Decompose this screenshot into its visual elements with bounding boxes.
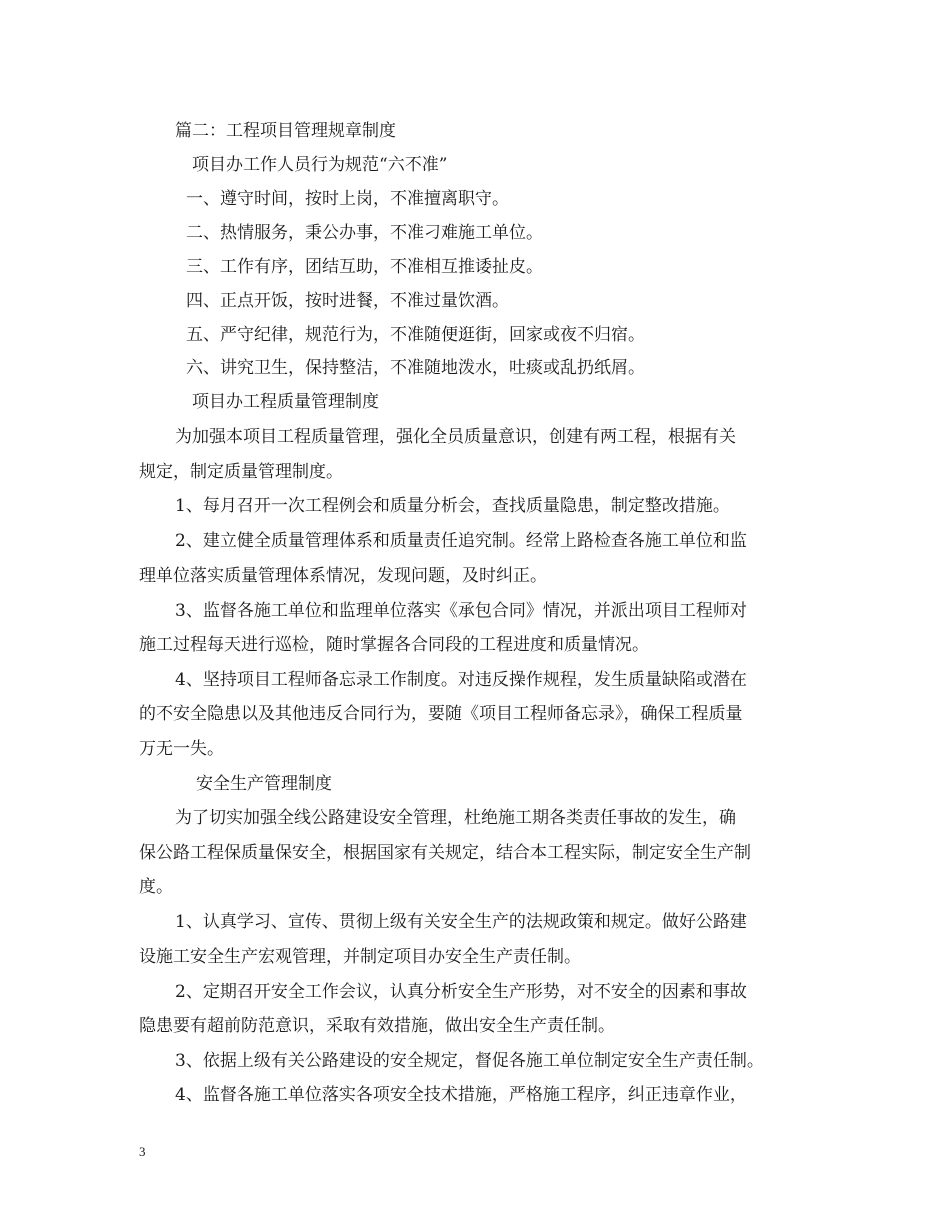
rule-item-2: 二、热情服务，秉公办事，不准刁难施工单位。 xyxy=(186,223,543,243)
quality-item-2: 2、建立健全质量管理体系和质量责任追究制。经常上路检查各施工单位和监 xyxy=(175,531,747,551)
paragraph-line: 为加强本项目工程质量管理，强化全员质量意识，创建有两工程，根据有关 xyxy=(175,427,736,447)
paragraph-line: 的不安全隐患以及其他违反合同行为，要随《项目工程师备忘录》，确保工程质量 xyxy=(139,704,743,724)
quality-item-4: 4、坚持项目工程师备忘录工作制度。对违反操作规程，发生质量缺陷或潜在 xyxy=(175,670,747,690)
paragraph-line: 度。 xyxy=(139,877,173,897)
paragraph-line: 保公路工程保质量保安全，根据国家有关规定，结合本工程实际，制定安全生产制 xyxy=(139,843,751,863)
safety-item-1: 1、认真学习、宣传、贯彻上级有关安全生产的法规政策和规定。做好公路建 xyxy=(175,912,747,932)
subsection-heading-safety: 安全生产管理制度 xyxy=(196,774,332,794)
rule-item-6: 六、讲究卫生，保持整洁，不准随地泼水，吐痰或乱扔纸屑。 xyxy=(186,358,645,378)
subsection-heading-quality: 项目办工程质量管理制度 xyxy=(192,392,379,412)
quality-item-1: 1、每月召开一次工程例会和质量分析会，查找质量隐患，制定整改措施。 xyxy=(175,496,730,516)
safety-item-2: 2、定期召开安全工作会议，认真分析安全生产形势，对不安全的因素和事故 xyxy=(175,982,747,1002)
paragraph-line: 隐患要有超前防范意识，采取有效措施，做出安全生产责任制。 xyxy=(139,1016,615,1036)
quality-item-3: 3、监督各施工单位和监理单位落实《承包合同》情况，并派出项目工程师对 xyxy=(175,601,747,621)
rule-item-3: 三、工作有序，团结互助，不准相互推诿扯皮。 xyxy=(186,257,543,277)
paragraph-line: 为了切实加强全线公路建设安全管理，杜绝施工期各类责任事故的发生，确 xyxy=(175,808,736,828)
safety-item-4: 4、监督各施工单位落实各项安全技术措施，严格施工程序，纠正违章作业， xyxy=(175,1085,747,1105)
rule-item-5: 五、严守纪律，规范行为，不准随便逛街，回家或夜不归宿。 xyxy=(186,325,645,345)
rule-item-4: 四、正点开饭，按时进餐，不准过量饮酒。 xyxy=(186,291,509,311)
safety-item-3: 3、依据上级有关公路建设的安全规定，督促各施工单位制定安全生产责任制。 xyxy=(175,1051,764,1071)
paragraph-line: 规定，制定质量管理制度。 xyxy=(139,462,343,482)
paragraph-line: 施工过程每天进行巡检，随时掌握各合同段的工程进度和质量情况。 xyxy=(139,635,649,655)
subsection-heading-six-rules: 项目办工作人员行为规范“六不准” xyxy=(192,155,448,175)
paragraph-line: 设施工安全生产宏观管理，并制定项目办安全生产责任制。 xyxy=(139,947,581,967)
paragraph-line: 理单位落实质量管理体系情况，发现问题，及时纠正。 xyxy=(139,566,547,586)
section-title: 篇二：工程项目管理规章制度 xyxy=(175,121,396,141)
page-number: 3 xyxy=(139,1144,146,1159)
rule-item-1: 一、遵守时间，按时上岗，不准擅离职守。 xyxy=(186,189,509,209)
paragraph-line: 万无一失。 xyxy=(139,739,224,759)
